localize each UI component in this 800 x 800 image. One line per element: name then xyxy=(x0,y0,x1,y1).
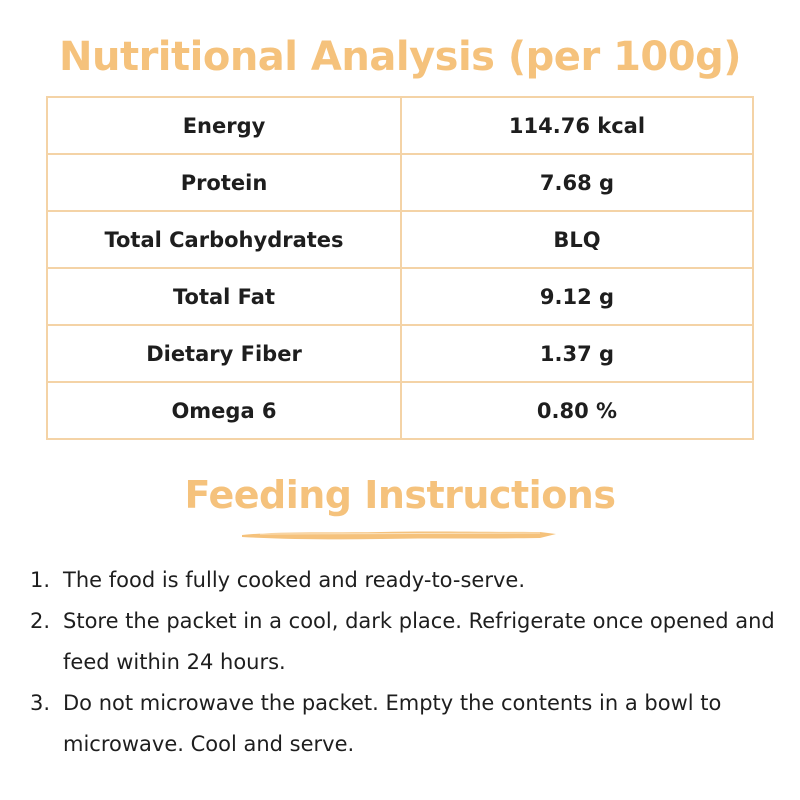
feeding-title: Feeding Instructions xyxy=(184,473,616,517)
nutrient-name: Total Carbohydrates xyxy=(47,211,401,268)
table-row xyxy=(47,325,753,382)
nutrition-title: Nutritional Analysis (per 100g) xyxy=(59,34,741,80)
nutrition-table xyxy=(46,96,754,440)
nutrient-name: Protein xyxy=(47,154,401,211)
table-row xyxy=(47,211,753,268)
step-number: 2. xyxy=(30,609,51,633)
list-item xyxy=(30,683,780,765)
nutrient-value: 7.68 g xyxy=(401,154,753,211)
step-text: Do not microwave the packet. Empty the contents in a bowl to microwave. Cool and serve. xyxy=(63,691,722,756)
nutrient-value: 114.76 kcal xyxy=(401,97,753,154)
table-row xyxy=(47,382,753,439)
step-text: The food is fully cooked and ready-to-serve. xyxy=(63,568,526,592)
table-row xyxy=(47,268,753,325)
list-item xyxy=(30,601,780,683)
nutrient-value: BLQ xyxy=(401,211,753,268)
step-text: Store the packet in a cool, dark place. Refrigerate once opened and feed within 24 hours. xyxy=(63,609,775,674)
step-number: 3. xyxy=(30,691,51,715)
nutrient-value: 9.12 g xyxy=(401,268,753,325)
feeding-instructions-list xyxy=(30,560,780,765)
table-row xyxy=(47,97,753,154)
step-number: 1. xyxy=(30,568,51,592)
nutrient-value: 1.37 g xyxy=(401,325,753,382)
table-row xyxy=(47,154,753,211)
nutrient-name: Omega 6 xyxy=(47,382,401,439)
nutrient-name: Dietary Fiber xyxy=(47,325,401,382)
nutrient-name: Total Fat xyxy=(47,268,401,325)
nutrient-name: Energy xyxy=(47,97,401,154)
nutrient-value: 0.80 % xyxy=(401,382,753,439)
list-item xyxy=(30,560,780,601)
brush-underline xyxy=(240,528,558,542)
